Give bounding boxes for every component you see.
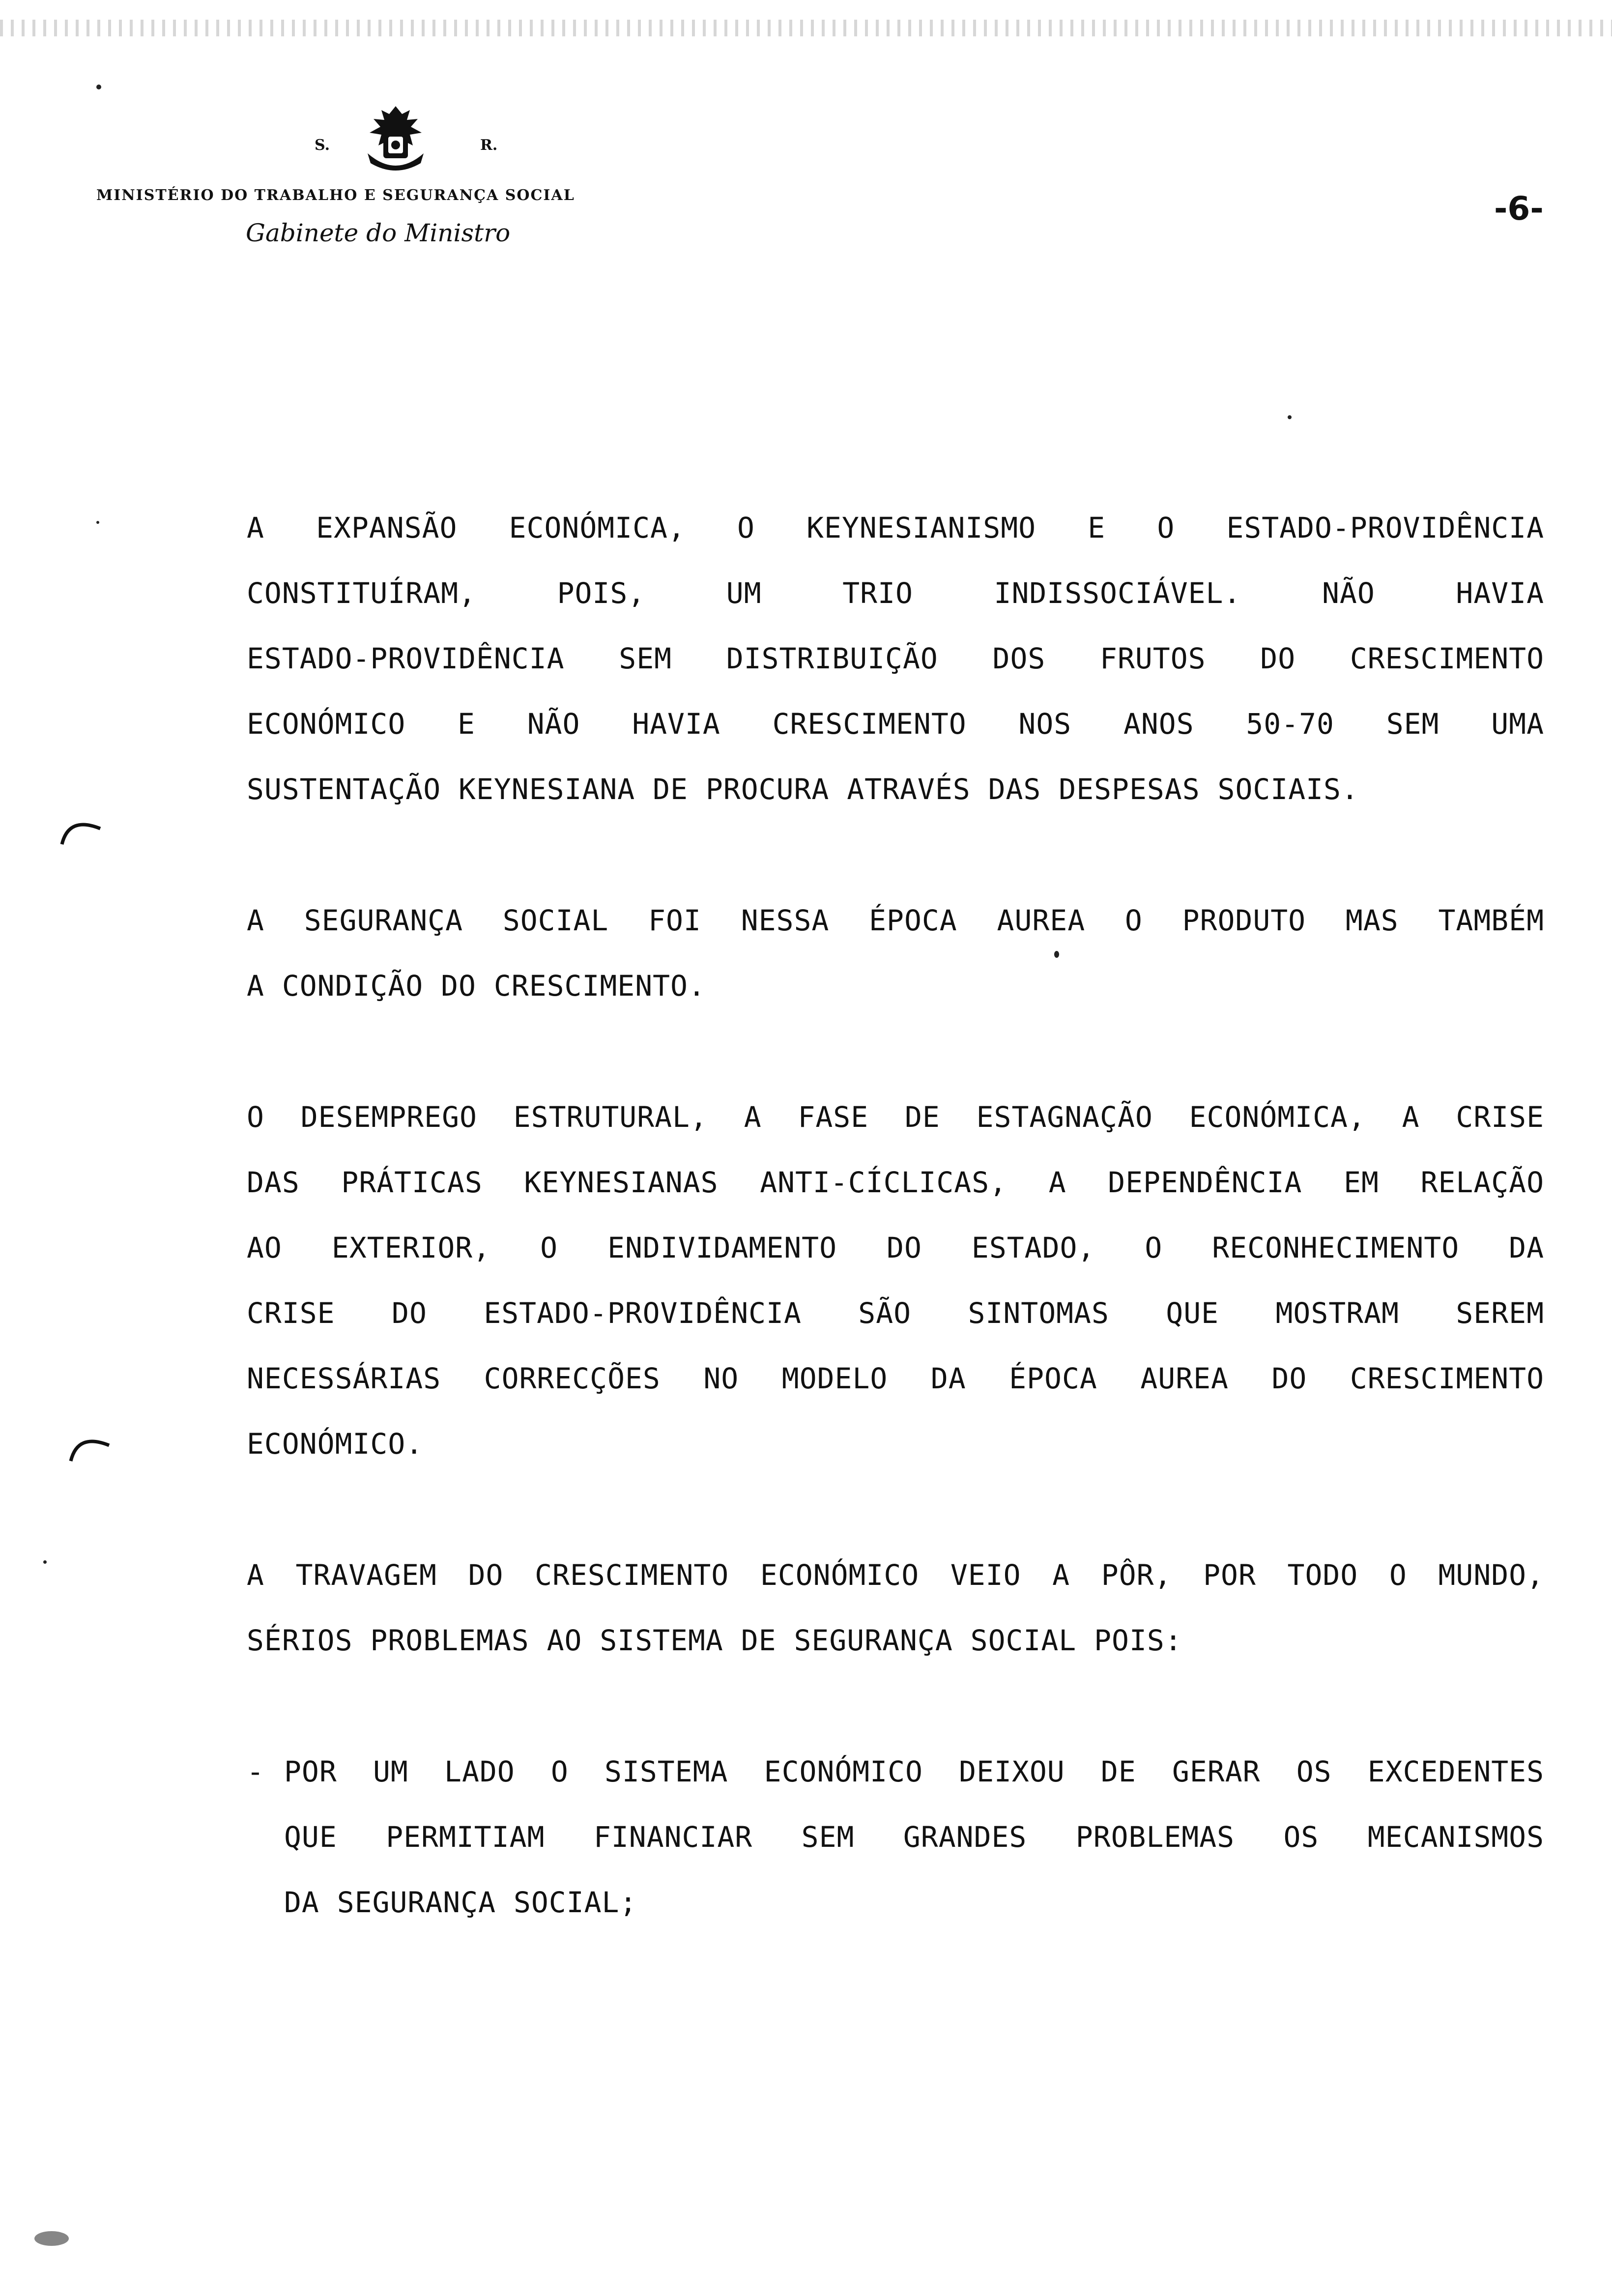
paragraph-line: CONSTITUÍRAM, POIS, UM TRIO INDISSOCIÁVEL. NÃO HAVIA <box>247 576 1544 610</box>
page-number: -6- <box>1494 190 1544 228</box>
paragraph-line: AO EXTERIOR, O ENDIVIDAMENTO DO ESTADO, O RECONHECIMENTO DA <box>247 1231 1544 1264</box>
paragraph-line: ECONÓMICO E NÃO HAVIA CRESCIMENTO NOS ANOS 50-70 SEM UMA <box>247 707 1544 741</box>
bullet-line: DA SEGURANÇA SOCIAL; <box>284 1886 637 1919</box>
punch-hole-mark-icon <box>59 811 103 845</box>
scan-speck <box>43 1560 47 1564</box>
letterhead-s: S. <box>315 137 330 154</box>
paragraph-line: CRISE DO ESTADO-PROVIDÊNCIA SÃO SINTOMAS QUE MOSTRAM SEREM <box>247 1296 1544 1330</box>
paragraph-line: ECONÓMICO. <box>247 1427 424 1461</box>
paragraph-line: NECESSÁRIAS CORRECÇÕES NO MODELO DA ÉPOCA AUREA DO CRESCIMENTO <box>247 1362 1544 1395</box>
paragraph-line: O DESEMPREGO ESTRUTURAL, A FASE DE ESTAGNAÇÃO ECONÓMICA, A CRISE <box>247 1100 1544 1134</box>
scan-speck <box>34 2231 69 2246</box>
punch-hole-mark-icon <box>68 1428 112 1462</box>
letterhead-r: R. <box>480 137 498 154</box>
paragraph-line: SUSTENTAÇÃO KEYNESIANA DE PROCURA ATRAVÉS DAS DESPESAS SOCIAIS. <box>247 773 1359 806</box>
scan-speck <box>1288 415 1292 419</box>
bullet-line: POR UM LADO O SISTEMA ECONÓMICO DEIXOU DE GERAR OS EXCEDENTES <box>284 1755 1544 1788</box>
coat-of-arms-icon <box>359 104 432 175</box>
paragraph-line: ESTADO-PROVIDÊNCIA SEM DISTRIBUIÇÃO DOS FRUTOS DO CRESCIMENTO <box>247 642 1544 675</box>
paragraph-line: A TRAVAGEM DO CRESCIMENTO ECONÓMICO VEIO A PÔR, POR TODO O MUNDO, <box>247 1558 1544 1592</box>
bullet-dash: - <box>247 1755 264 1788</box>
bullet-line: QUE PERMITIAM FINANCIAR SEM GRANDES PROBLEMAS OS MECANISMOS <box>284 1820 1544 1854</box>
paragraph-line: A SEGURANÇA SOCIAL FOI NESSA ÉPOCA AUREA O PRODUTO MAS TAMBÉM <box>247 904 1544 937</box>
paragraph-line: A EXPANSÃO ECONÓMICA, O KEYNESIANISMO E O ESTADO-PROVIDÊNCIA <box>247 511 1544 545</box>
scan-speck <box>96 521 99 524</box>
scan-speck <box>96 85 101 89</box>
ministry-name: MINISTÉRIO DO TRABALHO E SEGURANÇA SOCIAL <box>96 187 575 204</box>
cabinet-signature: Gabinete do Ministro <box>246 219 511 247</box>
scan-top-edge <box>0 20 1612 36</box>
paragraph-line: SÉRIOS PROBLEMAS AO SISTEMA DE SEGURANÇA SOCIAL POIS: <box>247 1624 1182 1657</box>
paragraph-line: DAS PRÁTICAS KEYNESIANAS ANTI-CÍCLICAS, A DEPENDÊNCIA EM RELAÇÃO <box>247 1166 1544 1199</box>
scan-speck <box>1054 951 1059 958</box>
paragraph-line: A CONDIÇÃO DO CRESCIMENTO. <box>247 969 706 1003</box>
